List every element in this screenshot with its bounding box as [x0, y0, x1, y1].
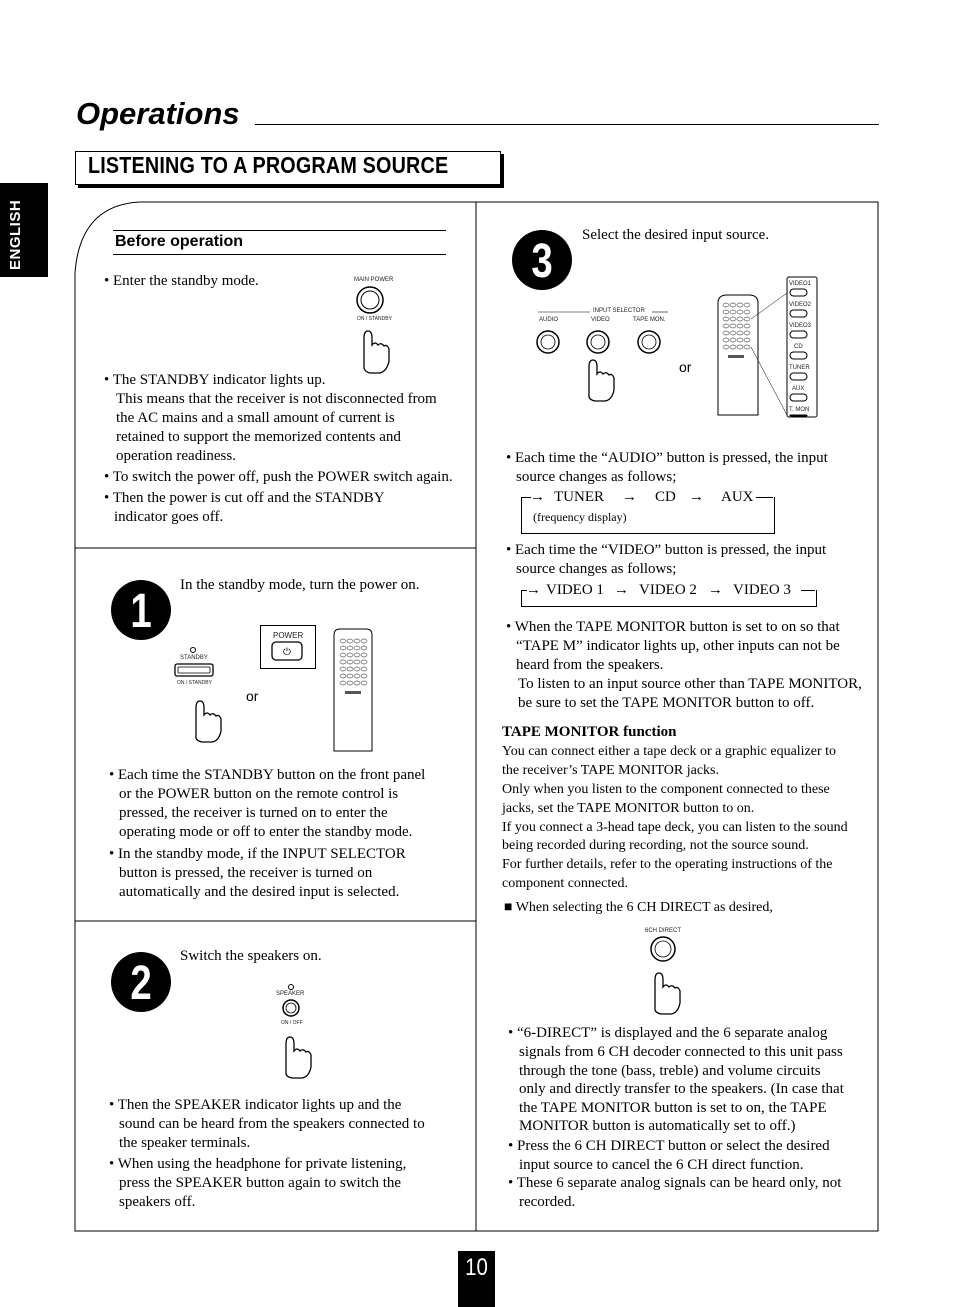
step-2-bullet-2-line-2: press the SPEAKER button again to switch the	[119, 1175, 402, 1191]
before-heading-rule-bottom	[113, 254, 446, 255]
step-1-bullet-1-line-2: or the POWER button on the remote control is	[119, 786, 399, 802]
remote-label-video2: VIDEO2	[789, 302, 812, 308]
direct-bullet-3-line-1: • These 6 separate analog signals can be heard only, not	[508, 1175, 842, 1191]
tape-bullet-line-2: “TAPE M” indicator lights up, other inputs can not be	[516, 638, 840, 654]
direct-bullet-1-line-1: • “6-DIRECT” is displayed and the 6 separate analog	[508, 1025, 828, 1041]
video-seq-video1: VIDEO 1	[546, 582, 604, 598]
remote-label-aux: AUX	[792, 386, 805, 392]
video-seq-arrow-0: →	[526, 582, 541, 598]
step-3-instruction: Select the desired input source.	[582, 227, 770, 243]
step-1-bullet-1-line-4: operating mode or off to enter the standby mode.	[119, 824, 413, 840]
video-label: VIDEO	[591, 317, 610, 323]
before-operation-heading: Before operation	[115, 233, 244, 250]
step-2-bullet-1-line-3: the speaker terminals.	[119, 1135, 251, 1151]
step-3-badge	[512, 230, 572, 290]
6ch-direct-heading: ■ When selecting the 6 CH DIRECT as desired,	[504, 900, 773, 915]
tape-monitor-line-2: the receiver’s TAPE MONITOR jacks.	[502, 763, 719, 778]
remote-label-video1: VIDEO1	[789, 281, 812, 287]
direct-bullet-1-line-6: MONITOR button is automatically set to off.)	[519, 1118, 796, 1134]
input-selector-label: INPUT SELECTOR	[593, 308, 645, 314]
speaker-button-illustration	[266, 982, 316, 1082]
video-seq-arrow-1: →	[614, 582, 629, 598]
video-bullet-line-1: • Each time the “VIDEO” button is pressed, the input	[506, 542, 827, 558]
power-button	[270, 640, 306, 664]
direct-bullet-1-line-4: only and directly transfer to the speakers. (In case that	[519, 1081, 844, 1097]
step-1-badge	[111, 580, 171, 640]
direct-bullet-2-line-1: • Press the 6 CH DIRECT button or select the desired	[508, 1138, 830, 1154]
video-seq-right-stub	[801, 590, 815, 591]
page-title: Operations	[76, 96, 240, 131]
video-seq-video3: VIDEO 3	[733, 582, 791, 598]
6ch-direct-label: 6CH DIRECT	[645, 928, 682, 934]
before-bullet-4-line-1: • Then the power is cut off and the STANDBY	[104, 490, 385, 506]
tape-monitor-heading: TAPE MONITOR function	[502, 724, 677, 740]
step-2-badge	[111, 952, 171, 1012]
main-power-label: MAIN POWER	[354, 277, 394, 283]
audio-seq-right-stub	[756, 497, 773, 498]
on-standby-small-label: ON / STANDBY	[357, 316, 392, 322]
on-standby-label: ON / STANDBY	[177, 680, 212, 686]
tape-monitor-line-1: You can connect either a tape deck or a graphic equalizer to	[502, 744, 837, 759]
step-2-bullet-2-line-1: • When using the headphone for private listening,	[109, 1156, 407, 1172]
step-3-number: 3	[531, 235, 553, 288]
video-bullet-line-2: source changes as follows;	[516, 561, 677, 577]
page-number: 10	[465, 1254, 488, 1281]
tape-monitor-line-4: jacks, set the TAPE MONITOR button to on.	[502, 801, 755, 816]
power-label: POWER	[273, 631, 304, 640]
tape-bullet-line-5: be sure to set the TAPE MONITOR button to off.	[518, 695, 815, 711]
audio-seq-cd: CD	[655, 489, 676, 505]
remote-control-illustration	[330, 627, 378, 755]
before-bullet-2-line-5: operation readiness.	[116, 448, 236, 464]
before-bullet-1: • Enter the standby mode.	[104, 273, 259, 289]
direct-bullet-1-line-2: signals from 6 CH decoder connected to this unit pass	[519, 1044, 843, 1060]
before-bullet-2-line-4: retained to support the memorized contents and	[116, 429, 401, 445]
audio-seq-aux: AUX	[721, 489, 754, 505]
before-bullet-3: • To switch the power off, push the POWER switch again.	[104, 469, 453, 485]
audio-seq-arrow-0: →	[530, 489, 545, 505]
tape-monitor-line-7: For further details, refer to the operating instructions of the	[502, 857, 833, 872]
6ch-direct-button-illustration	[640, 934, 690, 1016]
step-2-bullet-1-line-2: sound can be heard from the speakers connected to	[119, 1116, 425, 1132]
remote-label-tuner: TUNER	[789, 365, 810, 371]
step-1-bullet-2-line-2: button is pressed, the receiver is turned on	[119, 865, 373, 881]
remote-label-tmon: T. MON	[789, 407, 810, 413]
tape-mon-label: TAPE MON.	[633, 317, 666, 323]
tape-bullet-line-4: To listen to an input source other than TAPE MONITOR,	[518, 676, 862, 692]
audio-label: AUDIO	[539, 317, 559, 323]
step-2-number: 2	[130, 957, 152, 1010]
step-1-number: 1	[130, 585, 152, 638]
language-tab-label: ENGLISH	[7, 199, 24, 270]
step-3-or: or	[679, 359, 692, 375]
audio-bullet-line-2: source changes as follows;	[516, 469, 677, 485]
audio-seq-note: (frequency display)	[533, 510, 627, 524]
direct-bullet-1-line-5: the TAPE MONITOR button is set to on, the TAPE	[519, 1100, 827, 1116]
speaker-on-off-label: ON / OFF	[281, 1020, 303, 1026]
step-1-bullet-1-line-1: • Each time the STANDBY button on the front panel	[109, 767, 426, 783]
video-seq-arrow-2: →	[708, 582, 723, 598]
step-2-instruction: Switch the speakers on.	[180, 948, 322, 964]
before-bullet-2-line-2: This means that the receiver is not disconnected from	[116, 391, 437, 407]
input-remote-illustration	[715, 275, 820, 420]
step-2-bullet-2-line-3: speakers off.	[119, 1194, 196, 1210]
remote-label-cd: CD	[794, 344, 803, 350]
audio-seq-tuner: TUNER	[554, 489, 604, 505]
step-1-bullet-2-line-3: automatically and the desired input is selected.	[119, 884, 400, 900]
tape-bullet-line-3: heard from the speakers.	[516, 657, 664, 673]
direct-bullet-2-line-2: input source to cancel the 6 CH direct function.	[519, 1157, 804, 1173]
video-seq-video2: VIDEO 2	[639, 582, 697, 598]
direct-bullet-3-line-2: recorded.	[519, 1194, 576, 1210]
speaker-label: SPEAKER	[276, 991, 305, 997]
tape-monitor-line-3: Only when you listen to the component connected to these	[502, 782, 830, 797]
power-icon: ⏻	[283, 647, 291, 658]
tape-monitor-line-6: being recorded during recording, not the source sound.	[502, 838, 809, 853]
tape-monitor-line-8: component connected.	[502, 876, 628, 891]
step-1-bullet-1-line-3: pressed, the receiver is turned on to enter the	[119, 805, 388, 821]
before-bullet-2-line-3: the AC mains and a small amount of current is	[116, 410, 395, 426]
step-1-bullet-2-line-1: • In the standby mode, if the INPUT SELECTOR	[109, 846, 406, 862]
section-title: LISTENING TO A PROGRAM SOURCE	[88, 152, 449, 178]
step-2-bullet-1-line-1: • Then the SPEAKER indicator lights up and the	[109, 1097, 402, 1113]
step-1-instruction: In the standby mode, turn the power on.	[180, 577, 420, 593]
before-heading-rule-top	[113, 230, 446, 231]
direct-bullet-1-line-3: through the tone (bass, treble) and volume circuits	[519, 1063, 821, 1079]
before-bullet-4-line-2: indicator goes off.	[114, 509, 224, 525]
audio-seq-arrow-2: →	[689, 489, 704, 505]
audio-bullet-line-1: • Each time the “AUDIO” button is pressed, the input	[506, 450, 828, 466]
audio-seq-arrow-1: →	[622, 489, 637, 505]
remote-label-video3: VIDEO3	[789, 323, 812, 329]
before-bullet-2-line-1: • The STANDBY indicator lights up.	[104, 372, 326, 388]
step-1-or: or	[246, 688, 259, 704]
tape-monitor-line-5: If you connect a 3-head tape deck, you can listen to the sound	[502, 820, 848, 835]
main-power-illustration	[340, 283, 400, 378]
standby-label: STANDBY	[180, 655, 208, 661]
tape-bullet-line-1: • When the TAPE MONITOR button is set to on so that	[506, 619, 840, 635]
